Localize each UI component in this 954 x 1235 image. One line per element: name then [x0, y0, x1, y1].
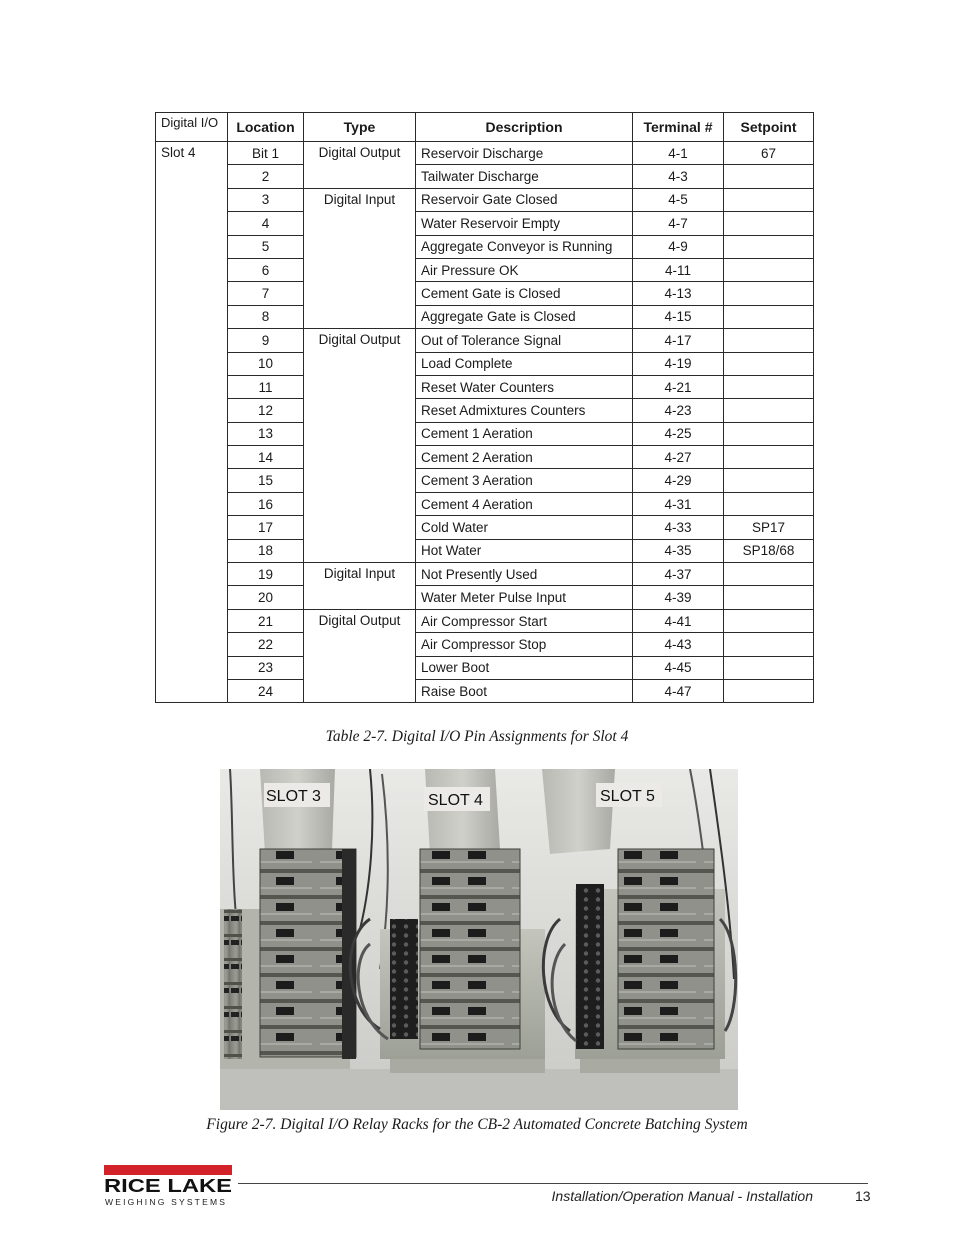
table-body [156, 142, 814, 703]
setpoint-cell [724, 188, 814, 211]
description-cell: Not Presently Used [416, 563, 633, 586]
terminal-cell: 4-27 [633, 446, 724, 469]
terminal-cell: 4-35 [633, 539, 724, 562]
header-terminal: Terminal # [633, 113, 724, 142]
setpoint-cell [724, 563, 814, 586]
header-description: Description [416, 113, 633, 142]
setpoint-cell [724, 586, 814, 609]
table-row [156, 422, 814, 445]
rice-lake-logo [104, 1165, 236, 1207]
footer-title: Installation/Operation Manual - Installation [551, 1188, 813, 1204]
description-cell: Lower Boot [416, 656, 633, 679]
table-row [156, 563, 814, 586]
location-cell: 10 [228, 352, 304, 375]
footer-rule [238, 1183, 868, 1184]
setpoint-cell [724, 305, 814, 328]
description-cell: Cement 2 Aeration [416, 446, 633, 469]
terminal-cell: 4-29 [633, 469, 724, 492]
terminal-cell: 4-45 [633, 656, 724, 679]
table-row [156, 516, 814, 539]
description-cell: Reservoir Gate Closed [416, 188, 633, 211]
description-cell: Cold Water [416, 516, 633, 539]
slot-3-label: SLOT 3 [266, 788, 321, 805]
table-row [156, 305, 814, 328]
location-cell: 3 [228, 188, 304, 211]
description-cell: Cement 4 Aeration [416, 492, 633, 515]
location-cell: 21 [228, 609, 304, 632]
location-cell: 8 [228, 305, 304, 328]
description-cell: Load Complete [416, 352, 633, 375]
description-cell: Tailwater Discharge [416, 165, 633, 188]
location-cell: 11 [228, 375, 304, 398]
description-cell: Cement 1 Aeration [416, 422, 633, 445]
type-cell: Digital Output [304, 142, 416, 189]
setpoint-cell: SP17 [724, 516, 814, 539]
setpoint-cell [724, 679, 814, 702]
location-cell: 14 [228, 446, 304, 469]
table-row [156, 586, 814, 609]
setpoint-cell [724, 329, 814, 352]
location-cell: 16 [228, 492, 304, 515]
location-cell: 13 [228, 422, 304, 445]
terminal-cell: 4-7 [633, 212, 724, 235]
table-row [156, 188, 814, 211]
terminal-cell: 4-31 [633, 492, 724, 515]
relay-racks-photo [220, 769, 738, 1110]
setpoint-cell [724, 282, 814, 305]
terminal-cell: 4-41 [633, 609, 724, 632]
terminal-cell: 4-47 [633, 679, 724, 702]
location-cell: 23 [228, 656, 304, 679]
header-location: Location [228, 113, 304, 142]
setpoint-cell [724, 352, 814, 375]
table-caption: Table 2-7. Digital I/O Pin Assignments for Slot 4 [325, 728, 629, 745]
terminal-cell: 4-25 [633, 422, 724, 445]
table-row [156, 329, 814, 352]
setpoint-cell [724, 633, 814, 656]
location-cell: 22 [228, 633, 304, 656]
table-row [156, 492, 814, 515]
description-cell: Air Compressor Start [416, 609, 633, 632]
table-row [156, 633, 814, 656]
location-cell: 19 [228, 563, 304, 586]
type-cell: Digital Input [304, 563, 416, 610]
header-digital-io: Digital I/O [156, 113, 228, 142]
description-cell: Cement Gate is Closed [416, 282, 633, 305]
table-row [156, 446, 814, 469]
description-cell: Air Compressor Stop [416, 633, 633, 656]
terminal-cell: 4-11 [633, 258, 724, 281]
terminal-cell: 4-9 [633, 235, 724, 258]
location-cell: 4 [228, 212, 304, 235]
table-row [156, 352, 814, 375]
setpoint-cell [724, 492, 814, 515]
header-setpoint: Setpoint [724, 113, 814, 142]
description-cell: Aggregate Gate is Closed [416, 305, 633, 328]
table-row [156, 609, 814, 632]
location-cell: 24 [228, 679, 304, 702]
description-cell: Aggregate Conveyor is Running [416, 235, 633, 258]
slot-5-label: SLOT 5 [600, 788, 655, 805]
location-cell: 12 [228, 399, 304, 422]
setpoint-cell [724, 235, 814, 258]
type-cell: Digital Output [304, 609, 416, 703]
table-row [156, 165, 814, 188]
slot-label-cell: Slot 4 [156, 142, 228, 703]
setpoint-cell [724, 399, 814, 422]
type-cell: Digital Input [304, 188, 416, 328]
setpoint-cell [724, 258, 814, 281]
location-cell: 7 [228, 282, 304, 305]
table-row [156, 679, 814, 702]
header-type: Type [304, 113, 416, 142]
setpoint-cell [724, 609, 814, 632]
terminal-cell: 4-19 [633, 352, 724, 375]
logo-sub-text: WEIGHING SYSTEMS [105, 1197, 228, 1207]
description-cell: Cement 3 Aeration [416, 469, 633, 492]
setpoint-cell [724, 656, 814, 679]
description-cell: Reservoir Discharge [416, 142, 633, 165]
location-cell: Bit 1 [228, 142, 304, 165]
table-row [156, 375, 814, 398]
setpoint-cell [724, 165, 814, 188]
description-cell: Air Pressure OK [416, 258, 633, 281]
setpoint-cell [724, 375, 814, 398]
description-cell: Reset Admixtures Counters [416, 399, 633, 422]
table-row [156, 469, 814, 492]
logo-red-bar [104, 1165, 232, 1175]
description-cell: Water Meter Pulse Input [416, 586, 633, 609]
description-cell: Hot Water [416, 539, 633, 562]
location-cell: 18 [228, 539, 304, 562]
terminal-cell: 4-37 [633, 563, 724, 586]
table-row [156, 282, 814, 305]
setpoint-cell [724, 422, 814, 445]
terminal-cell: 4-15 [633, 305, 724, 328]
location-cell: 17 [228, 516, 304, 539]
io-pin-table [155, 112, 814, 703]
setpoint-cell [724, 212, 814, 235]
terminal-cell: 4-17 [633, 329, 724, 352]
table-row [156, 539, 814, 562]
setpoint-cell: 67 [724, 142, 814, 165]
table-row [156, 258, 814, 281]
table-row [156, 656, 814, 679]
table-row [156, 235, 814, 258]
location-cell: 5 [228, 235, 304, 258]
location-cell: 6 [228, 258, 304, 281]
location-cell: 15 [228, 469, 304, 492]
location-cell: 2 [228, 165, 304, 188]
logo-main-text: RICE LAKE [104, 1176, 232, 1196]
terminal-cell: 4-23 [633, 399, 724, 422]
terminal-cell: 4-5 [633, 188, 724, 211]
terminal-cell: 4-13 [633, 282, 724, 305]
terminal-cell: 4-1 [633, 142, 724, 165]
table-row [156, 399, 814, 422]
type-cell: Digital Output [304, 329, 416, 563]
table-header-row [156, 113, 814, 142]
figure-caption: Figure 2-7. Digital I/O Relay Racks for the CB-2 Automated Concrete Batching System [206, 1116, 748, 1133]
location-cell: 20 [228, 586, 304, 609]
terminal-cell: 4-39 [633, 586, 724, 609]
setpoint-cell [724, 446, 814, 469]
slot-4-label: SLOT 4 [428, 792, 483, 809]
description-cell: Out of Tolerance Signal [416, 329, 633, 352]
terminal-cell: 4-33 [633, 516, 724, 539]
location-cell: 9 [228, 329, 304, 352]
terminal-cell: 4-43 [633, 633, 724, 656]
description-cell: Water Reservoir Empty [416, 212, 633, 235]
table-row [156, 142, 814, 165]
page-number: 13 [855, 1188, 871, 1204]
description-cell: Reset Water Counters [416, 375, 633, 398]
terminal-cell: 4-3 [633, 165, 724, 188]
terminal-cell: 4-21 [633, 375, 724, 398]
setpoint-cell: SP18/68 [724, 539, 814, 562]
table-row [156, 212, 814, 235]
setpoint-cell [724, 469, 814, 492]
description-cell: Raise Boot [416, 679, 633, 702]
